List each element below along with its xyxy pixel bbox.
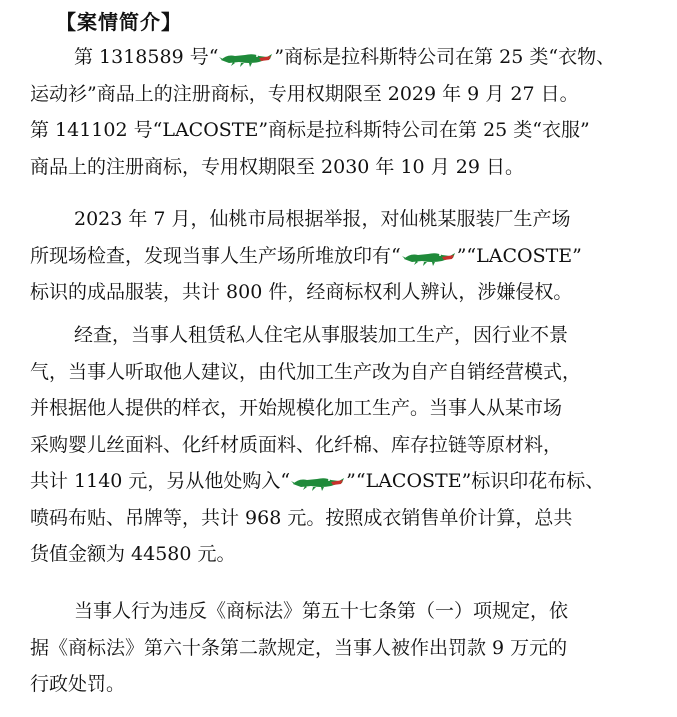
text-segment: 经查，当事人租赁私人住宅从事服装加工生产，因行业不景 — [74, 324, 569, 346]
crocodile-logo-icon — [402, 247, 456, 267]
text-segment: ”“LACOSTE” — [456, 244, 582, 267]
text-line — [30, 393, 562, 423]
text-segment: 标识的成品服装，共计 800 件，经商标权利人辨认，涉嫌侵权。 — [30, 281, 573, 303]
text-line — [74, 204, 571, 234]
text-line — [30, 241, 582, 271]
text-line — [74, 320, 568, 350]
text-segment: 气，当事人听取他人建议，由代加工生产改为自产自销经营模式， — [30, 360, 582, 383]
text-segment: 所现场检查，发现当事人生产场所堆放印有“ — [30, 244, 401, 267]
crocodile-logo-icon — [291, 472, 345, 492]
text-line — [30, 357, 581, 387]
text-segment: 当事人行为违反《商标法》第五十七条第（一）项规定，依 — [74, 600, 569, 622]
text-line — [30, 79, 579, 109]
text-segment: ”“LACOSTE”标识印花布标、 — [346, 470, 605, 492]
section-heading: 【案情简介】 — [56, 10, 182, 34]
text-line — [30, 669, 125, 699]
text-line — [30, 430, 562, 460]
text-segment: 并根据他人提供的样衣，开始规模化加工生产。当事人从某市场 — [30, 397, 563, 419]
text-segment: 据《商标法》第六十条第二款规定，当事人被作出罚款 9 万元的 — [30, 636, 568, 659]
text-line — [74, 42, 615, 72]
text-segment: 喷码布贴、吊牌等，共计 968 元。按照成衣销售单价计算，总共 — [30, 506, 573, 529]
text-line — [30, 277, 572, 307]
text-segment: 采购婴儿丝面料、化纤材质面料、化纤棉、库存拉链等原材料， — [30, 433, 563, 456]
text-line — [30, 539, 236, 569]
text-segment: 运动衫”商品上的注册商标，专用权期限至 2029 年 9 月 27 日。 — [30, 82, 579, 105]
text-line — [74, 596, 568, 626]
text-segment: 共计 1140 元，另从他处购入“ — [30, 470, 291, 492]
text-line — [30, 503, 572, 533]
text-segment: 商品上的注册商标，专用权期限至 2030 年 10 月 29 日。 — [30, 155, 524, 178]
text-line — [30, 633, 567, 663]
text-line — [30, 152, 524, 182]
text-segment: 行政处罚。 — [30, 673, 126, 695]
crocodile-logo-icon — [219, 48, 273, 68]
text-segment: 第 1318589 号“ — [74, 46, 219, 68]
text-segment: ”商标是拉科斯特公司在第 25 类“衣物、 — [274, 46, 616, 68]
text-segment: 第 141102 号“LACOSTE”商标是拉科斯特公司在第 25 类“衣服” — [30, 119, 590, 141]
text-line — [30, 115, 590, 145]
text-line — [30, 466, 604, 496]
text-segment: 货值金额为 44580 元。 — [30, 543, 236, 565]
text-segment: 2023 年 7 月，仙桃市局根据举报，对仙桃某服装厂生产场 — [74, 208, 571, 230]
